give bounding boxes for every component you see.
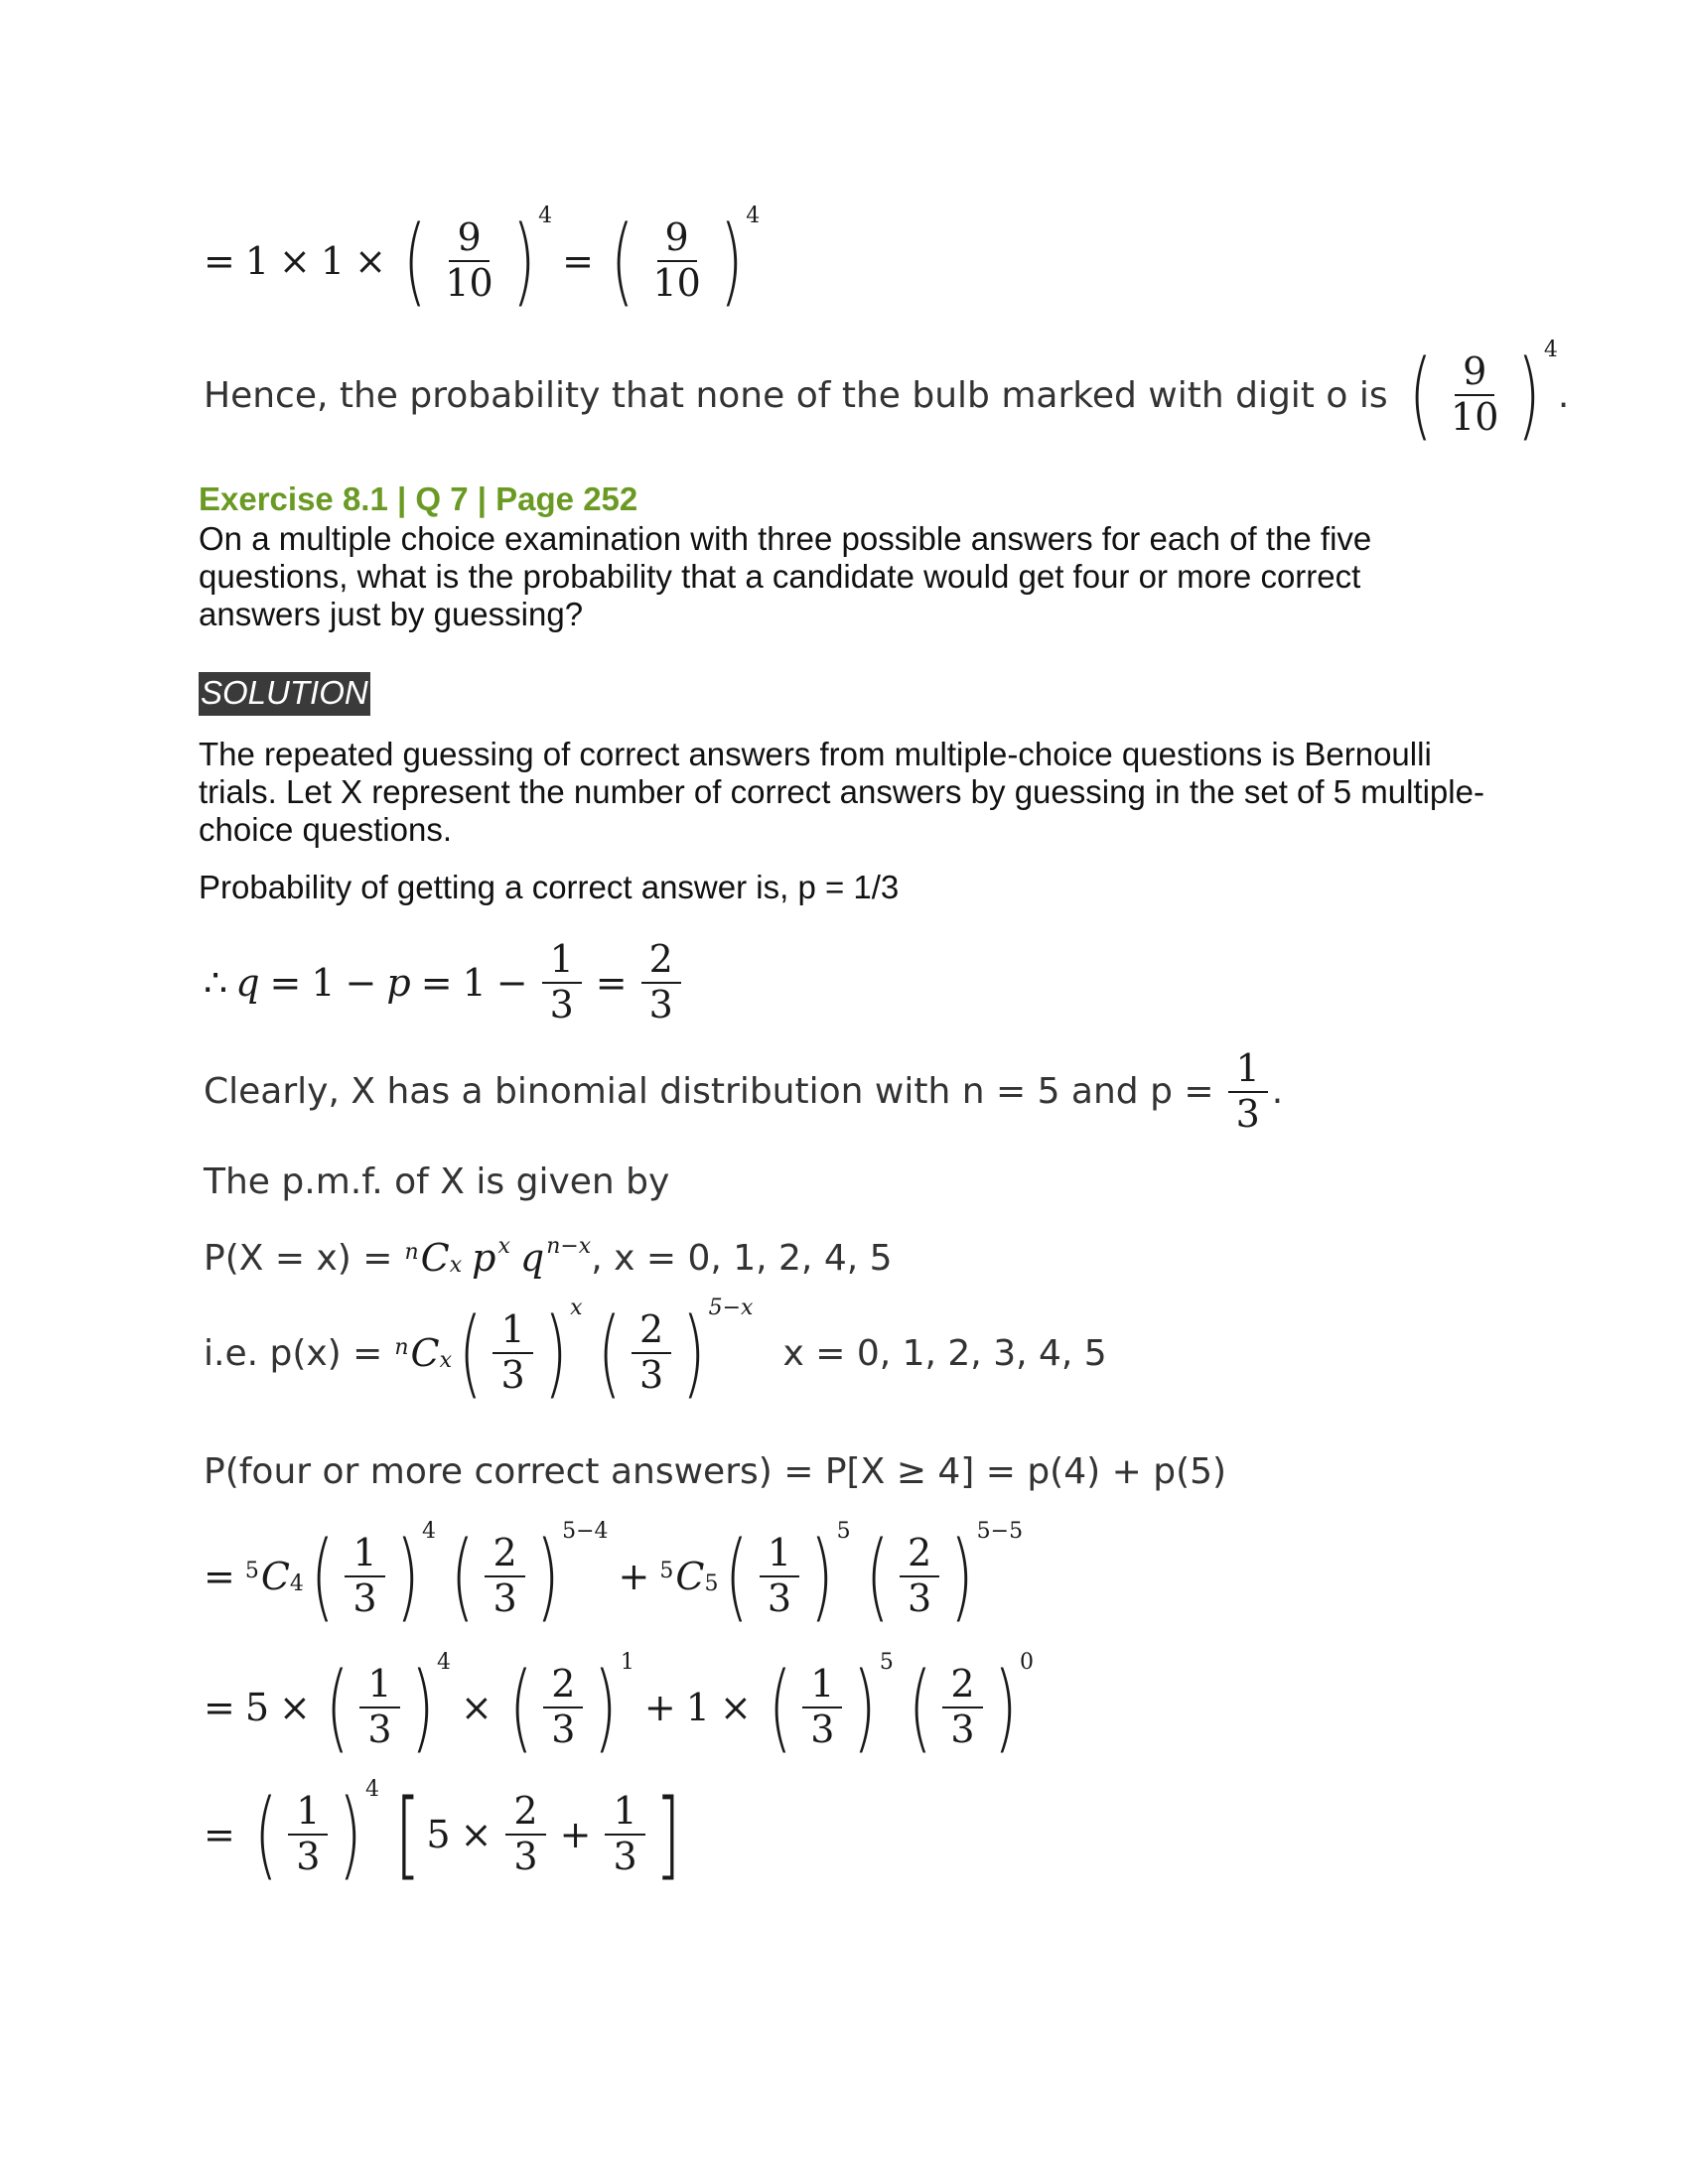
equation-top bbox=[204, 204, 761, 317]
paren-group: ( $\frac{1}{3}$ ) bbox=[459, 1297, 567, 1409]
plus-sign: + bbox=[643, 1686, 676, 1729]
paren-group: ( $\frac{2}{3}$ ) bbox=[865, 1521, 974, 1632]
fraction: $\frac{2}{3}$ bbox=[543, 1663, 583, 1751]
hence-line bbox=[204, 338, 1570, 451]
pmf-range: , x = 0, 1, 2, 4, 5 bbox=[591, 1237, 893, 1279]
fraction: $\frac{1}{3}$ bbox=[542, 938, 582, 1026]
combination: n C x bbox=[394, 1331, 453, 1375]
period: . bbox=[1271, 1071, 1284, 1113]
equals-sign: = bbox=[420, 960, 453, 1005]
exponent: 5−5 bbox=[976, 1519, 1024, 1544]
combination: 5 C 4 bbox=[244, 1555, 304, 1598]
equals-sign: = bbox=[204, 1555, 235, 1598]
fraction: $\frac{9}{10}$ bbox=[652, 215, 701, 305]
paren-group: ( $\frac{1}{3}$ ) bbox=[253, 1779, 362, 1890]
exponent: 4 bbox=[422, 1519, 437, 1544]
equation-a bbox=[204, 1519, 1024, 1632]
combination: 5 C 5 bbox=[659, 1555, 719, 1598]
times-sign: × bbox=[279, 1686, 311, 1729]
number: 1 bbox=[311, 960, 336, 1005]
exponent: 1 bbox=[620, 1650, 634, 1675]
equation-b bbox=[204, 1650, 1034, 1763]
exponent: 4 bbox=[746, 204, 761, 228]
number: 5 bbox=[426, 1813, 451, 1856]
number: 1 bbox=[462, 960, 487, 1005]
variable-p: p bbox=[386, 960, 411, 1005]
times-sign: × bbox=[354, 239, 386, 283]
four-or-more-line: P(four or more correct answers) = P[X ≥ 4] = p(4) + p(5) bbox=[204, 1451, 1227, 1492]
fraction: $\frac{9}{10}$ bbox=[1451, 349, 1499, 439]
fraction: $\frac{2}{3}$ bbox=[632, 1308, 671, 1397]
paren-group: ( $\frac{1}{3}$ ) bbox=[725, 1521, 834, 1632]
pmf-lhs: P(X = x) = bbox=[204, 1237, 393, 1279]
equals-sign: = bbox=[204, 1686, 235, 1729]
fraction: $\frac{2}{3}$ bbox=[505, 1790, 545, 1878]
bracket-group: [ 5 × $\frac{2}{3}$ + $\frac{1}{3}$ ] bbox=[394, 1779, 681, 1890]
exponent: x bbox=[570, 1296, 583, 1320]
exponent: 4 bbox=[538, 204, 553, 228]
paren-group: ( $\frac{2}{3}$ ) bbox=[908, 1652, 1017, 1763]
equals-sign: = bbox=[562, 239, 595, 283]
equation-c bbox=[204, 1777, 686, 1890]
equals-sign: = bbox=[204, 1813, 235, 1856]
minus-sign: − bbox=[495, 960, 528, 1005]
exponent: 4 bbox=[364, 1777, 379, 1802]
solution-label: SOLUTION bbox=[199, 672, 370, 716]
fraction: $\frac{1}{3}$ bbox=[605, 1790, 644, 1878]
plus-sign: + bbox=[618, 1555, 650, 1598]
p-power: p x bbox=[472, 1234, 510, 1280]
paren-group: ( $\frac{9}{10}$ ) bbox=[403, 205, 536, 317]
times-sign: × bbox=[460, 1813, 492, 1856]
pmf2-range: x = 0, 1, 2, 3, 4, 5 bbox=[782, 1332, 1107, 1374]
fraction: $\frac{1}{3}$ bbox=[492, 1308, 532, 1397]
fraction: $\frac{1}{3}$ bbox=[359, 1663, 399, 1751]
clearly-line bbox=[204, 1047, 1283, 1136]
exponent: 5−x bbox=[708, 1296, 754, 1320]
fraction: $\frac{1}{3}$ bbox=[345, 1532, 384, 1620]
q-equation bbox=[204, 938, 685, 1026]
exponent: 4 bbox=[1543, 338, 1558, 362]
fraction: $\frac{1}{3}$ bbox=[1228, 1047, 1268, 1136]
fraction: $\frac{1}{3}$ bbox=[760, 1532, 799, 1620]
paren-group: ( $\frac{1}{3}$ ) bbox=[311, 1521, 419, 1632]
paren-group: ( $\frac{1}{3}$ ) bbox=[325, 1652, 434, 1763]
fraction: $\frac{2}{3}$ bbox=[942, 1663, 982, 1751]
hence-text: Hence, the probability that none of the bulb marked with digit o is bbox=[204, 374, 1388, 416]
combination: n C x bbox=[404, 1236, 463, 1280]
times-sign: × bbox=[719, 1686, 752, 1729]
fraction: $\frac{1}{3}$ bbox=[288, 1790, 328, 1878]
paren-group: ( $\frac{9}{10}$ ) bbox=[611, 205, 744, 317]
fraction: $\frac{2}{3}$ bbox=[641, 938, 681, 1026]
question-text: On a multiple choice examination with three possible answers for each of the five questions, what is the probability that a candidate would get four or more correct answers just by guessing? bbox=[199, 520, 1372, 632]
therefore-sign: ∴ bbox=[204, 960, 228, 1005]
exponent: 0 bbox=[1019, 1650, 1034, 1675]
period: . bbox=[1557, 374, 1570, 416]
paren-group: ( $\frac{2}{3}$ ) bbox=[451, 1521, 559, 1632]
exponent: 5 bbox=[836, 1519, 851, 1544]
fraction: $\frac{9}{10}$ bbox=[445, 215, 493, 305]
solution-paragraph-2: Probability of getting a correct answer is, p = 1/3 bbox=[199, 869, 900, 905]
paren-group: ( $\frac{2}{3}$ ) bbox=[597, 1297, 706, 1409]
equals-sign: = bbox=[595, 960, 628, 1005]
q-power: q n−x bbox=[519, 1234, 592, 1280]
fraction: $\frac{2}{3}$ bbox=[485, 1532, 524, 1620]
times-sign: × bbox=[279, 239, 311, 283]
pmf-intro: The p.m.f. of X is given by bbox=[204, 1161, 670, 1202]
minus-sign: − bbox=[345, 960, 377, 1005]
number: 1 bbox=[244, 239, 270, 283]
exponent: 5 bbox=[879, 1650, 894, 1675]
pmf2-lhs: i.e. p(x) = bbox=[204, 1332, 383, 1374]
plus-sign: + bbox=[559, 1813, 592, 1856]
solution-paragraph-1: The repeated guessing of correct answers from multiple-choice questions is Bernoulli trials. Let X represent the number of correct answers by guessing in the set of 5 multiple-choice questions. bbox=[199, 736, 1484, 848]
times-sign: × bbox=[460, 1686, 492, 1729]
pmf-formula-expanded bbox=[204, 1296, 1107, 1409]
number: 1 bbox=[685, 1686, 710, 1729]
paren-group: ( $\frac{1}{3}$ ) bbox=[768, 1652, 877, 1763]
equals-sign: = bbox=[269, 960, 302, 1005]
pmf-formula bbox=[204, 1236, 893, 1280]
number: 5 bbox=[244, 1686, 270, 1729]
equals-sign: = bbox=[204, 239, 235, 283]
exercise-heading: Exercise 8.1 | Q 7 | Page 252 bbox=[199, 480, 638, 517]
fraction: $\frac{2}{3}$ bbox=[900, 1532, 939, 1620]
paren-group: ( $\frac{9}{10}$ ) bbox=[1408, 340, 1541, 451]
exponent: 4 bbox=[436, 1650, 451, 1675]
variable-q: q bbox=[235, 960, 260, 1005]
fraction: $\frac{1}{3}$ bbox=[802, 1663, 842, 1751]
exponent: 5−4 bbox=[562, 1519, 609, 1544]
paren-group: ( $\frac{2}{3}$ ) bbox=[508, 1652, 618, 1763]
clearly-text: Clearly, X has a binomial distribution with n = 5 and p = bbox=[204, 1071, 1214, 1113]
number: 1 bbox=[320, 239, 346, 283]
